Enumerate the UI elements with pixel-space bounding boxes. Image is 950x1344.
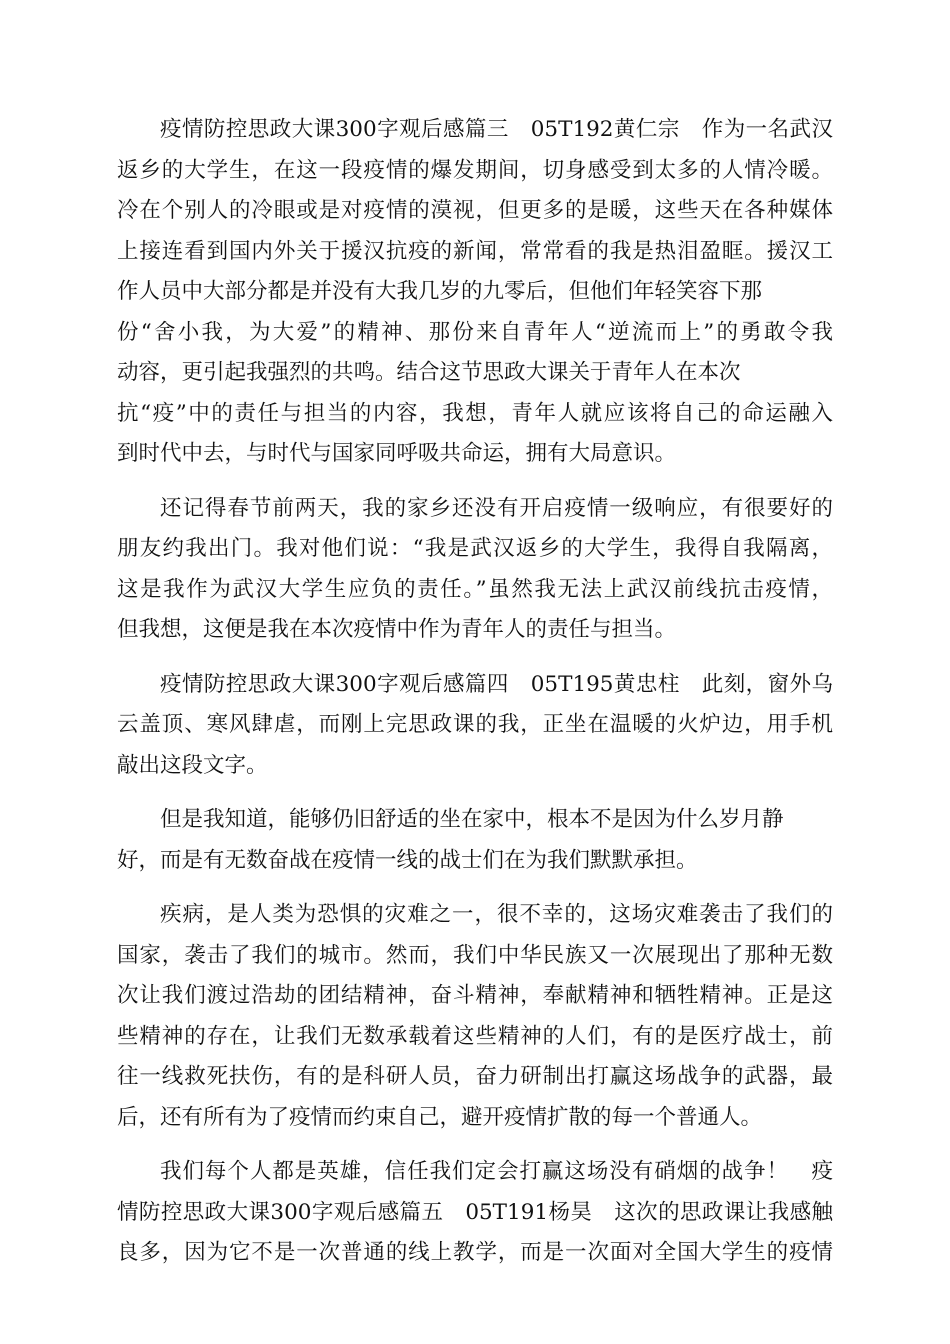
text-line: 冷在个别人的冷眼或是对疫情的漠视，但更多的是暖，这些天在各种媒体 — [117, 198, 833, 223]
text-line: 疫情防控思政大课300字观后感篇三 05T192黄仁宗 作为一名武汉 — [160, 117, 833, 142]
paragraph-6 — [117, 1152, 833, 1274]
text-line: 我们每个人都是英雄，信任我们定会打赢这场没有硝烟的战争！ 疫 — [160, 1159, 833, 1184]
text-line: 还记得春节前两天，我的家乡还没有开启疫情一级响应，有很要好的 — [160, 495, 833, 521]
text-line: 国家，袭击了我们的城市。然而，我们中华民族又一次展现出了那种无数 — [117, 942, 833, 968]
text-line: 返乡的大学生，在这一段疫情的爆发期间，切身感受到太多的人情冷暖。 — [117, 157, 833, 183]
text-line: 但是我知道，能够仍旧舒适的坐在家中，根本不是因为什么岁月静 — [160, 807, 784, 832]
text-line: 作人员中大部分都是并没有大我几岁的九零后，但他们年轻笑容下那 — [117, 279, 763, 304]
text-line: 份“舍小我，为大爱”的精神、那份来自青年人“逆流而上”的勇敢令我 — [117, 319, 833, 345]
document-body — [117, 110, 833, 1288]
text-line: 但我想，这便是我在本次疫情中作为青年人的责任与担当。 — [117, 617, 677, 642]
text-line: 疾病，是人类为恐惧的灾难之一，很不幸的，这场灾难袭击了我们的 — [160, 902, 833, 927]
paragraph-2 — [117, 489, 833, 651]
text-line: 动容，更引起我强烈的共鸣。结合这节思政大课关于青年人在本次 — [117, 360, 741, 385]
text-line: 疫情防控思政大课300字观后感篇四 05T195黄忠柱 此刻，窗外乌 — [160, 671, 833, 697]
text-line: 次让我们渡过浩劫的团结精神，奋斗精神，奉献精神和牺牲精神。正是这 — [117, 983, 833, 1008]
text-line: 往一线救死扶伤，有的是科研人员，奋力研制出打赢这场战争的武器，最 — [117, 1064, 833, 1089]
text-line: 后，还有所有为了疫情而约束自己，避开疫情扩散的每一个普通人。 — [117, 1104, 763, 1130]
text-line: 朋友约我出门。我对他们说：“我是武汉返乡的大学生，我得自我隔离， — [117, 536, 833, 561]
text-line: 云盖顶、寒风肆虐，而刚上完思政课的我，正坐在温暖的火炉边，用手机 — [117, 712, 833, 737]
text-line: 些精神的存在，让我们无数承载着这些精神的人们，有的是医疗战士，前 — [117, 1023, 833, 1049]
text-line: 上接连看到国内外关于援汉抗疫的新闻，常常看的我是热泪盈眶。援汉工 — [117, 238, 833, 264]
text-line: 敲出这段文字。 — [117, 752, 268, 778]
text-line: 这是我作为武汉大学生应负的责任。”虽然我无法上武汉前线抗击疫情， — [117, 576, 833, 602]
text-line: 抗“疫”中的责任与担当的内容，我想，青年人就应该将自己的命运融入 — [117, 400, 833, 426]
paragraph-5 — [117, 895, 833, 1138]
text-line: 良多，因为它不是一次普通的线上教学，而是一次面对全国大学生的疫情 — [117, 1240, 833, 1265]
paragraph-1 — [117, 110, 833, 475]
text-line: 情防控思政大课300字观后感篇五 05T191杨昊 这次的思政课让我感触 — [117, 1199, 833, 1225]
text-line: 好，而是有无数奋战在疫情一线的战士们在为我们默默承担。 — [117, 847, 698, 873]
paragraph-3 — [117, 665, 833, 787]
text-line: 到时代中去，与时代与国家同呼吸共命运，拥有大局意识。 — [117, 441, 677, 466]
paragraph-4 — [117, 800, 833, 881]
